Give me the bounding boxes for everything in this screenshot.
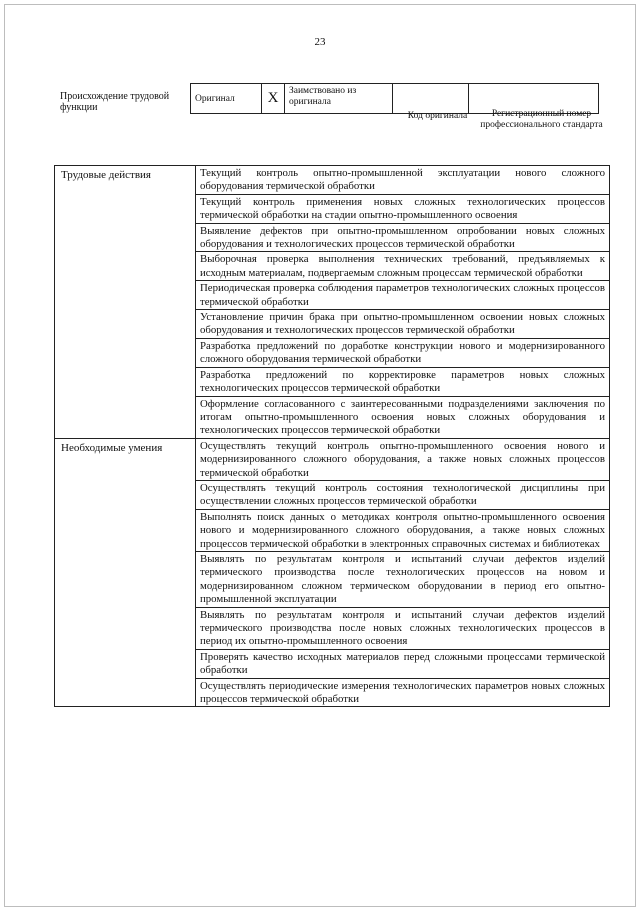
original-mark: X [262,84,285,114]
table-cell: Разработка предложений по корректировке параметров новых сложных технологических процессов термической обработки [196,367,610,396]
borrowed-cell: Заимствовано из оригинала [285,84,393,114]
table-cell: Выполнять поиск данных о методиках контроля опытно-промышленного освоения нового и модернизированного сложного оборудования, а также новых сложных процессов термической обработки в электронных справочных системах и библиотеках [196,509,610,551]
table-row [55,438,610,480]
section-label: Трудовые действия [55,166,196,439]
original-code-cell [393,84,469,114]
table-cell: Выборочная проверка выполнения технических требований, предъявляемых к исходным материалам, подвергаемым сложным процессам термической обработки [196,252,610,281]
table-cell: Осуществлять текущий контроль опытно-промышленного освоения нового и модернизированного сложного оборудования, а также новых сложных процессов термической обработки [196,438,610,480]
page-number: 23 [314,36,326,48]
section-label: Необходимые умения [55,438,196,707]
table-cell: Осуществлять периодические измерения технологических параметров новых сложных процессов термической обработки [196,678,610,707]
table-cell: Разработка предложений по доработке конструкции нового и модернизированного сложного оборудования термической обработки [196,338,610,367]
table-cell: Выявлять по результатам контроля и испытаний случаи дефектов изделий термического производства после технологических процессов на новом и модернизированном сложном термическом оборудовании в период его опытно-промышленной эксплуатации [196,551,610,607]
table-cell: Осуществлять текущий контроль состояния технологической дисциплины при осуществлении сложных процессов термической обработки [196,480,610,509]
table-cell: Проверять качество исходных материалов перед сложными процессами термической обработки [196,649,610,678]
functions-table [54,165,610,707]
table-cell: Выявлять по результатам контроля и испытаний случаи дефектов изделий термического производства после новых сложных технологических процессов в период их опытно-промышленного освоения [196,607,610,649]
table-cell: Оформление согласованного с заинтересованными подразделениями заключения по итогам опытно-промышленного освоения новых сложных оборудования и технологических процессов термической обработки [196,396,610,438]
table-cell: Текущий контроль применения новых сложных технологических процессов термической обработки на стадии опытно-промышленного освоения [196,194,610,223]
original-cell: Оригинал [191,84,262,114]
table-cell: Установление причин брака при опытно-промышленном освоении новых сложных оборудования и технологических процессов термической обработки [196,310,610,339]
registration-number-caption: Регистрационный номер профессионального стандарта [480,109,603,130]
table-cell: Текущий контроль опытно-промышленной эксплуатации нового сложного оборудования термической обработки [196,166,610,195]
original-code-caption: Код оригинала [407,111,468,121]
table-row [55,166,610,195]
origin-label: Происхождение трудовой функции [60,91,170,113]
table-cell: Выявление дефектов при опытно-промышленном опробовании новых сложных оборудования и технологических процессов термической обработки [196,223,610,252]
table-cell: Периодическая проверка соблюдения параметров технологических сложных процессов термической обработки [196,281,610,310]
